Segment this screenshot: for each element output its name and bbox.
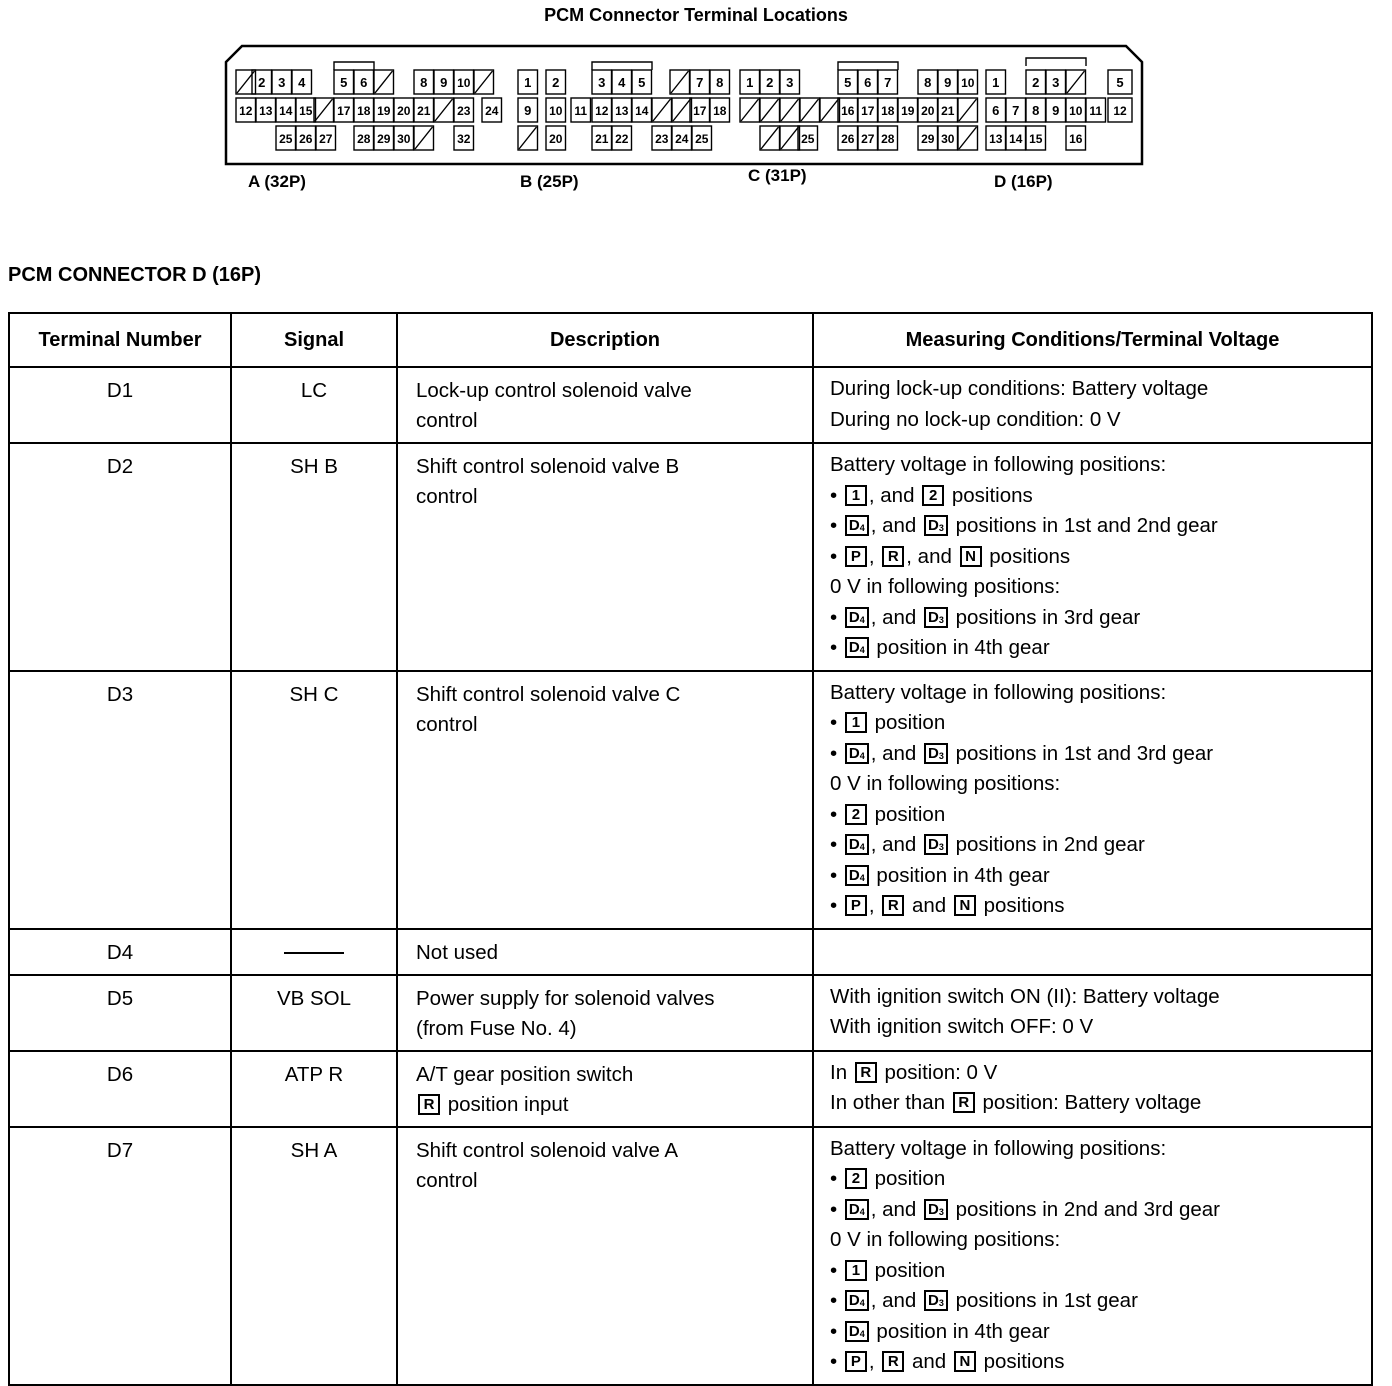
dash-icon [284, 952, 344, 954]
blank-slot-slash [653, 99, 671, 121]
blank-slot-slash [315, 99, 333, 121]
pin-table [8, 312, 1373, 1386]
connector-d-pin-label: 10 [1069, 104, 1083, 118]
connector-b-pin-label: 25 [695, 132, 709, 146]
connector-a-pin-label: 20 [397, 104, 411, 118]
condition-line: Battery voltage in following positions: [830, 1136, 1167, 1160]
measuring-conditions [813, 1127, 1372, 1385]
connector-d-pin-label: 8 [1032, 103, 1040, 118]
measuring-conditions [813, 671, 1372, 929]
condition-bullet: • $D_4$ position in 4th gear [830, 633, 1363, 664]
position-symbol: N [960, 546, 982, 567]
position-symbol: $D_4$ [845, 1290, 869, 1311]
description-line: control [416, 712, 478, 736]
connector-b-pin-label: 8 [716, 75, 724, 90]
connector-b-pin-label: 22 [615, 132, 629, 146]
connector-d-pin-label: 6 [992, 103, 1000, 118]
terminal-number: D4 [9, 929, 231, 975]
condition-bullet: • $D_4$ , and $D_3$ positions in 1st and 3rd gear [830, 739, 1363, 770]
terminal-number: D2 [9, 443, 231, 671]
description-line: A/T gear position switch [416, 1062, 634, 1086]
signal-name: SH A [231, 1127, 397, 1385]
connector-b-pin-label: 3 [598, 75, 606, 90]
position-symbol: R [882, 1351, 904, 1372]
connector-c-pin-label: 27 [861, 132, 875, 146]
connector-b-pin-label: 21 [595, 132, 609, 146]
connector-c-pin-label: 26 [841, 132, 855, 146]
connector-b-pin-label: 1 [524, 75, 532, 90]
connector-a-pin-label: 17 [337, 104, 351, 118]
connector-b-pin-label: 18 [713, 104, 727, 118]
connector-a-pin-label: 32 [457, 132, 471, 146]
table-row [9, 443, 1372, 671]
position-symbol: P [845, 1351, 867, 1372]
connector-d-label: D (16P) [994, 172, 1053, 191]
connector-c-pin-label: 1 [746, 75, 754, 90]
connector-c-pin-label: 2 [766, 75, 774, 90]
connector-b-pin-label: 4 [618, 75, 626, 90]
condition-bullet: • $D_4$ , and $D_3$ positions in 2nd gear [830, 830, 1363, 861]
description [397, 929, 813, 975]
connector-b-pins [518, 70, 730, 150]
connector-c-label: C (31P) [748, 166, 807, 185]
description-line: control [416, 485, 478, 508]
position-symbol: P [845, 895, 867, 916]
condition-line: 0 V in following positions: [830, 772, 1061, 795]
condition-bullet: • $D_4$ , and $D_3$ positions in 3rd gear [830, 603, 1363, 634]
description-line: control [416, 409, 478, 432]
condition-line: In other than R position: Battery voltage [830, 1091, 1202, 1114]
position-symbol: N [954, 1351, 976, 1372]
header-measuring: Measuring Conditions/Terminal Voltage [813, 313, 1372, 367]
connector-b-pin-label: 11 [574, 104, 588, 118]
signal-name [231, 929, 397, 975]
header-terminal: Terminal Number [9, 313, 231, 367]
connector-c-pin-label: 20 [921, 104, 935, 118]
table-row [9, 929, 1372, 975]
connector-d-pin-label: 2 [1032, 75, 1040, 90]
diagram-title: PCM Connector Terminal Locations [544, 5, 848, 25]
connector-b-pin-label: 12 [595, 104, 609, 118]
description-line: (from Fuse No. 4) [416, 1016, 577, 1040]
description-line: Shift control solenoid valve C [416, 682, 681, 706]
connector-b-pin-label: 20 [549, 132, 563, 146]
connector-a-pin-label: 14 [279, 104, 293, 118]
connector-c-pin-label: 29 [921, 132, 935, 146]
position-symbol: R [953, 1092, 975, 1113]
description-line: R position input [416, 1090, 804, 1120]
header-signal: Signal [231, 313, 397, 367]
table-row [9, 975, 1372, 1051]
blank-slot-slash [435, 99, 453, 121]
connector-d-pin-label: 12 [1113, 104, 1127, 118]
description-line: Power supply for solenoid valves [416, 986, 715, 1010]
connector-tab [334, 62, 374, 70]
condition-line: During no lock-up condition: 0 V [830, 407, 1121, 431]
connector-a-pin-label: 8 [420, 75, 428, 90]
connector-b-pin-label: 14 [635, 104, 649, 118]
description [397, 975, 813, 1051]
connector-a-pins [236, 70, 502, 150]
position-symbol: R [882, 895, 904, 916]
blank-slot-slash [375, 71, 393, 93]
connector-d-pin-label: 1 [992, 75, 1000, 90]
connector-c-pins [740, 70, 978, 150]
measuring-conditions [813, 929, 1372, 975]
condition-line: In R position: 0 V [830, 1060, 998, 1084]
blank-slot-slash [519, 127, 537, 149]
connector-tab [592, 62, 652, 70]
measuring-conditions [813, 367, 1372, 443]
connector-c-pin-label: 21 [941, 104, 955, 118]
connector-d-pin-label: 5 [1116, 75, 1124, 90]
connector-c-pin-label: 7 [884, 75, 892, 90]
connector-b-pin-label: 9 [524, 103, 532, 118]
position-symbol: $D_4$ [845, 1199, 869, 1220]
blank-slot-slash [761, 127, 779, 149]
blank-slot-slash [415, 127, 433, 149]
blank-slot-slash [1067, 71, 1085, 93]
description-line: Shift control solenoid valve B [416, 455, 680, 478]
table-row [9, 671, 1372, 929]
signal-name: ATP R [231, 1051, 397, 1127]
description-line: Shift control solenoid valve A [416, 1138, 679, 1162]
signal-name: VB SOL [231, 975, 397, 1051]
connector-a-pin-label: 19 [377, 104, 391, 118]
blank-slot-slash [801, 99, 819, 121]
blank-slot-slash [821, 99, 839, 121]
connector-c-pin-label: 3 [786, 75, 794, 90]
connector-b-pin-label: 10 [549, 104, 563, 118]
connector-d-pin-label: 14 [1009, 132, 1023, 146]
condition-line: With ignition switch ON (II): Battery voltage [830, 984, 1220, 1008]
position-symbol: $D_4$ [845, 607, 869, 628]
connector-c-pin-label: 19 [901, 104, 915, 118]
connector-a-pin-label: 4 [298, 75, 306, 90]
terminal-number: D5 [9, 975, 231, 1051]
connector-a-pin-label: 28 [357, 132, 371, 146]
connector-d-pin-label: 3 [1052, 75, 1060, 90]
connector-c-pin-label: 30 [941, 132, 955, 146]
position-symbol: R [418, 1094, 440, 1115]
connector-a-pin-label: 5 [340, 75, 348, 90]
position-symbol: P [845, 546, 867, 567]
header-description: Description [397, 313, 813, 367]
connector-a-pin-label: 15 [299, 104, 313, 118]
connector-a-pin-label: 3 [278, 75, 286, 90]
condition-line: With ignition switch OFF: 0 V [830, 1015, 1094, 1038]
description [397, 1051, 813, 1127]
position-symbol: $D_3$ [924, 834, 948, 855]
position-symbol: $D_4$ [845, 1321, 869, 1342]
position-symbol: $D_4$ [845, 743, 869, 764]
position-symbol: 1 [845, 712, 867, 733]
connector-a-pin-label: 21 [417, 104, 431, 118]
connector-c-pin-label: 10 [961, 76, 975, 90]
blank-slot-slash [959, 127, 977, 149]
connector-b-pin-label: 17 [693, 104, 707, 118]
connector-b-pin-label: 24 [675, 132, 689, 146]
connector-a-pin-label: 2 [258, 75, 266, 90]
position-symbol: $D_3$ [924, 515, 948, 536]
connector-a-pin-label: 10 [457, 76, 471, 90]
connector-c-pin-label: 17 [861, 104, 875, 118]
connector-a-pin-label: 6 [360, 75, 368, 90]
condition-bullet: • P , R , and N positions [830, 542, 1363, 573]
connector-b-label: B (25P) [520, 172, 579, 191]
condition-bullet: • 2 position [830, 1164, 1363, 1195]
condition-bullet: • 2 position [830, 800, 1363, 831]
connector-c-pin-label: 8 [924, 75, 932, 90]
position-symbol: 2 [845, 804, 867, 825]
position-symbol: $D_4$ [845, 865, 869, 886]
description [397, 1127, 813, 1385]
position-symbol: 1 [845, 485, 867, 506]
table-header-row [9, 313, 1372, 367]
table-row [9, 1127, 1372, 1385]
connector-b-pin-label: 13 [615, 104, 629, 118]
connector-tab [838, 62, 898, 70]
position-symbol: R [882, 546, 904, 567]
description [397, 367, 813, 443]
connector-d-pin-label: 9 [1052, 103, 1060, 118]
connector-c-pin-label: 25 [801, 132, 815, 146]
connector-a-pin-label: 24 [485, 104, 499, 118]
connector-c-pin-label: 18 [881, 104, 895, 118]
blank-slot-slash [761, 99, 779, 121]
connector-d-pin-label: 7 [1012, 103, 1020, 118]
condition-bullet: • P , R and N positions [830, 891, 1363, 922]
blank-slot-slash [781, 99, 799, 121]
table-row [9, 367, 1372, 443]
condition-line: Battery voltage in following positions: [830, 680, 1167, 704]
connector-d-pin-label: 13 [989, 132, 1003, 146]
measuring-conditions [813, 975, 1372, 1051]
connector-a-pin-label: 25 [279, 132, 293, 146]
description [397, 443, 813, 671]
measuring-conditions [813, 1051, 1372, 1127]
connector-a-pin-label: 9 [440, 75, 448, 90]
connector-a-pin-label: 29 [377, 132, 391, 146]
position-symbol: $D_3$ [924, 743, 948, 764]
blank-slot-slash [475, 71, 493, 93]
position-symbol: $D_3$ [924, 1199, 948, 1220]
blank-slot-slash [671, 71, 689, 93]
blank-slot-slash [673, 99, 691, 121]
position-symbol: $D_4$ [845, 637, 869, 658]
connector-a-label: A (32P) [248, 172, 306, 191]
connector-a-pin-label: 26 [299, 132, 313, 146]
signal-name: SH C [231, 671, 397, 929]
description-line: Not used [416, 940, 499, 964]
connector-b-pin-label: 5 [638, 75, 646, 90]
position-symbol: $D_4$ [845, 834, 869, 855]
connector-a-pin-label: 27 [319, 132, 333, 146]
signal-name: SH B [231, 443, 397, 671]
condition-line: During lock-up conditions: Battery voltage [830, 377, 1209, 400]
position-symbol: 2 [922, 485, 944, 506]
condition-bullet: • $D_4$ position in 4th gear [830, 861, 1363, 892]
connector-tab [1026, 58, 1086, 66]
position-symbol: $D_4$ [845, 515, 869, 536]
condition-bullet: • 1 position [830, 1256, 1363, 1287]
signal-name: LC [231, 367, 397, 443]
condition-line: Battery voltage in following positions: [830, 453, 1167, 476]
position-symbol: 1 [845, 1260, 867, 1281]
position-symbol: $D_3$ [924, 1290, 948, 1311]
description-line: Lock-up control solenoid valve [416, 379, 692, 402]
connector-c-pin-label: 28 [881, 132, 895, 146]
terminal-number: D1 [9, 367, 231, 443]
position-symbol: 2 [845, 1168, 867, 1189]
description [397, 671, 813, 929]
pcm-connector-diagram [0, 0, 1392, 200]
description-line: control [416, 1168, 478, 1192]
connector-a-pin-label: 18 [357, 104, 371, 118]
connector-d-pin-label: 15 [1029, 132, 1043, 146]
connector-c-pin-label: 9 [944, 75, 952, 90]
connector-a-pin-label: 30 [397, 132, 411, 146]
position-symbol: $D_3$ [924, 607, 948, 628]
blank-slot-slash [741, 99, 759, 121]
condition-bullet: • 1 , and 2 positions [830, 481, 1363, 512]
connector-c-pin-label: 6 [864, 75, 872, 90]
condition-bullet: • $D_4$ , and $D_3$ positions in 1st gear [830, 1286, 1363, 1317]
section-title: PCM CONNECTOR D (16P) [8, 264, 261, 286]
table-row [9, 1051, 1372, 1127]
position-symbol: N [954, 895, 976, 916]
condition-bullet: • 1 position [830, 708, 1363, 739]
connector-a-pin-label: 23 [457, 104, 471, 118]
condition-bullet: • P , R and N positions [830, 1347, 1363, 1378]
terminal-number: D3 [9, 671, 231, 929]
connector-b-pin-label: 2 [552, 75, 560, 90]
connector-b-pin-label: 7 [696, 75, 704, 90]
connector-d-pins [986, 70, 1132, 150]
connector-c-pin-label: 16 [841, 104, 855, 118]
condition-line: 0 V in following positions: [830, 1228, 1061, 1251]
condition-bullet: • $D_4$ position in 4th gear [830, 1317, 1363, 1348]
condition-bullet: • $D_4$ , and $D_3$ positions in 1st and 2nd gear [830, 511, 1363, 542]
connector-a-pin-label: 13 [259, 104, 273, 118]
condition-bullet: • $D_4$ , and $D_3$ positions in 2nd and 3rd gear [830, 1195, 1363, 1226]
terminal-number: D6 [9, 1051, 231, 1127]
connector-b-pin-label: 23 [655, 132, 669, 146]
measuring-conditions [813, 443, 1372, 671]
terminal-number: D7 [9, 1127, 231, 1385]
blank-slot-slash [781, 127, 799, 149]
connector-a-pin-label: 12 [239, 104, 253, 118]
blank-slot-slash [959, 99, 977, 121]
connector-d-pin-label: 11 [1089, 104, 1103, 118]
connector-c-pin-label: 5 [844, 75, 852, 90]
position-symbol: R [855, 1062, 877, 1083]
connector-d-pin-label: 16 [1069, 132, 1083, 146]
condition-line: 0 V in following positions: [830, 575, 1061, 598]
